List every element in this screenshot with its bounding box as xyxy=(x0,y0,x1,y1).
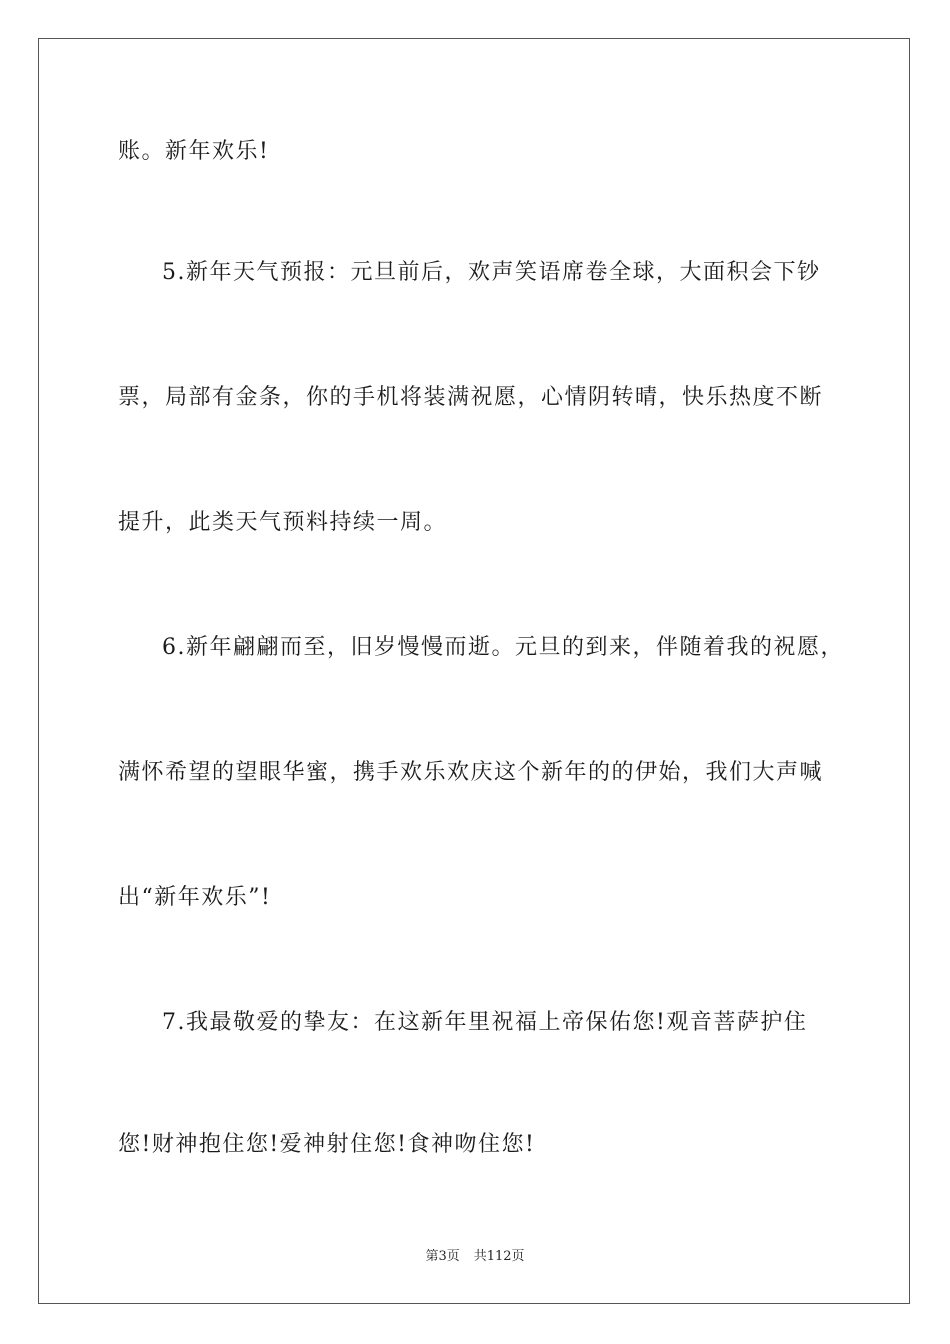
paragraph-line: 7.我最敬爱的挚友：在这新年里祝福上帝保佑您!观音菩萨护住 xyxy=(162,1010,808,1035)
paragraph-line: 账。新年欢乐! xyxy=(118,139,270,164)
paragraph-line: 您!财神抱住您!爱神射住您!食神吻住您! xyxy=(118,1132,536,1157)
page-border xyxy=(38,38,910,1304)
page-number: 第3页 xyxy=(425,1249,460,1264)
page-total: 共112页 xyxy=(473,1249,525,1264)
paragraph-line: 满怀希望的望眼华蜜，携手欢乐欢庆这个新年的的伊始，我们大声喊 xyxy=(118,760,824,785)
paragraph-line: 6.新年翩翩而至，旧岁慢慢而逝。元旦的到来，伴随着我的祝愿， xyxy=(162,635,844,660)
paragraph-line: 票，局部有金条，你的手机将装满祝愿，心情阴转晴，快乐热度不断 xyxy=(118,385,824,410)
paragraph-line: 5.新年天气预报：元旦前后，欢声笑语席卷全球，大面积会下钞 xyxy=(162,260,821,285)
paragraph-line: 提升，此类天气预料持续一周。 xyxy=(118,510,448,535)
paragraph-line: 出“新年欢乐”! xyxy=(118,885,272,910)
page-footer xyxy=(0,1248,950,1266)
